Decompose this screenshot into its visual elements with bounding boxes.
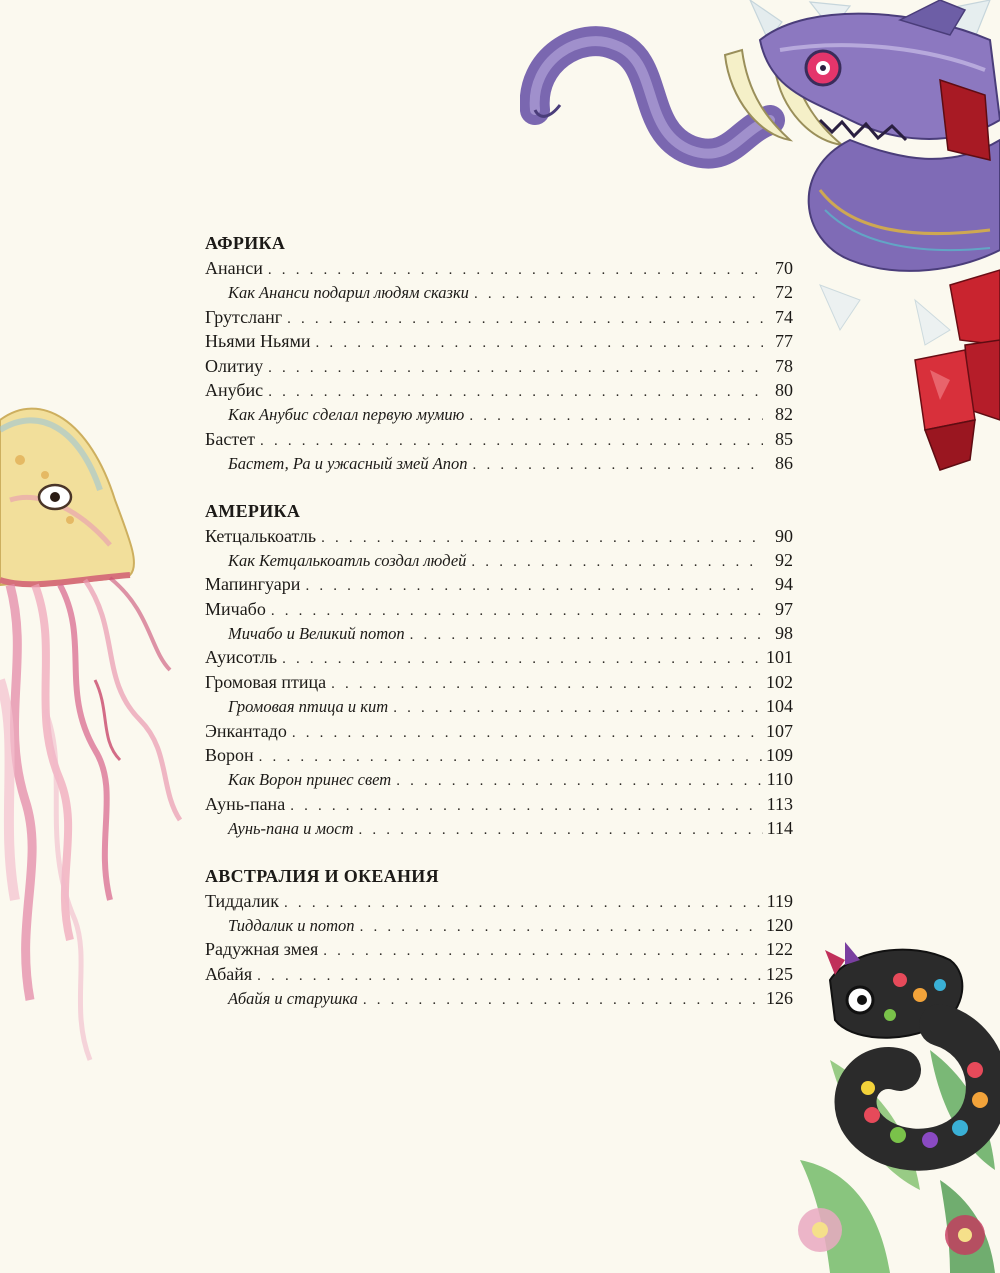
entry-title: Как Кетцалькоатль создал людей — [228, 550, 467, 570]
dot-leader — [323, 939, 762, 963]
toc-sub-entry — [205, 986, 793, 1010]
entry-title: Как Анубис сделал первую мумию — [228, 405, 465, 425]
dot-leader — [284, 891, 763, 915]
page-number: 92 — [775, 549, 793, 570]
page-number: 109 — [766, 745, 793, 766]
page-number: 82 — [775, 404, 793, 425]
toc-entry — [205, 427, 793, 451]
entry-title: Энкантадо — [205, 720, 287, 741]
page-number: 107 — [766, 720, 793, 741]
entry-title: Радужная змея — [205, 939, 319, 960]
dot-leader — [268, 356, 763, 380]
page-number: 97 — [775, 598, 793, 619]
toc-sub-entry — [205, 451, 793, 475]
page-number: 80 — [775, 379, 793, 400]
entry-title: Бастет — [205, 428, 256, 449]
toc-entry — [205, 524, 793, 548]
entry-title: Бастет, Ра и ужасный змей Апоп — [228, 454, 468, 474]
dot-leader — [469, 404, 763, 428]
entry-title: Тиддалик и потоп — [228, 915, 355, 935]
dot-leader — [474, 282, 763, 306]
page-number: 104 — [766, 696, 793, 717]
toc-entry — [205, 962, 793, 986]
dot-leader — [471, 550, 763, 574]
entry-title: Абайя — [205, 963, 253, 984]
entry-title: Как Ананси подарил людям сказки — [228, 283, 469, 303]
page-number: 120 — [766, 914, 793, 935]
entry-title: Ауисотль — [205, 647, 278, 668]
page-number: 126 — [766, 988, 793, 1009]
toc-entry — [205, 937, 793, 961]
table-of-contents — [205, 230, 793, 1033]
entry-title: Олитиу — [205, 355, 264, 376]
dot-leader — [292, 721, 762, 745]
page-number: 125 — [766, 963, 793, 984]
dot-leader — [410, 623, 763, 647]
entry-title: Громовая птица — [205, 671, 327, 692]
page-number: 114 — [766, 818, 793, 839]
toc-sub-entry — [205, 767, 793, 791]
toc-entry — [205, 889, 793, 913]
page-number: 110 — [766, 769, 793, 790]
dot-leader — [305, 574, 763, 598]
dot-leader — [359, 818, 763, 842]
entry-title: Аунь-пана и мост — [228, 819, 354, 839]
dot-leader — [268, 380, 763, 404]
chameleon-icon — [798, 942, 995, 1273]
toc-entry — [205, 256, 793, 280]
page-number: 102 — [766, 671, 793, 692]
dot-leader — [268, 258, 763, 282]
toc-section — [205, 498, 793, 841]
section-heading: АМЕРИКА — [205, 500, 301, 521]
page-number: 122 — [766, 939, 793, 960]
toc-section — [205, 863, 793, 1011]
dot-leader — [331, 672, 762, 696]
toc-entry — [205, 792, 793, 816]
toc-sub-entry — [205, 402, 793, 426]
dot-leader — [259, 745, 762, 769]
toc-sub-entry — [205, 816, 793, 840]
entry-title: Ньями Ньями — [205, 331, 311, 352]
toc-entry — [205, 354, 793, 378]
page-number: 70 — [775, 258, 793, 278]
toc-entry — [205, 329, 793, 353]
entry-title: Как Ворон принес свет — [228, 770, 392, 790]
entry-title: Тиддалик — [205, 890, 280, 911]
entry-title: Анубис — [205, 379, 264, 400]
page-number: 72 — [775, 282, 793, 303]
dot-leader — [260, 429, 763, 453]
page-number: 94 — [775, 574, 793, 595]
entry-title: Грутсланг — [205, 306, 283, 327]
toc-sub-entry — [205, 621, 793, 645]
toc-entry — [205, 670, 793, 694]
dot-leader — [316, 331, 763, 355]
entry-title: Ворон — [205, 745, 254, 766]
page-number: 98 — [775, 623, 793, 644]
page-number: 119 — [766, 890, 793, 911]
dot-leader — [360, 915, 762, 939]
entry-title: Абайя и старушка — [228, 989, 358, 1009]
dot-leader — [290, 794, 762, 818]
page-number: 78 — [775, 355, 793, 376]
entry-title: Мичабо — [205, 598, 266, 619]
dot-leader — [393, 696, 762, 720]
section-heading: АВСТРАЛИЯ И ОКЕАНИЯ — [205, 865, 439, 886]
entry-title: Ананси — [205, 258, 263, 278]
entry-title: Мапингуари — [205, 574, 301, 595]
toc-sub-entry — [205, 694, 793, 718]
dot-leader — [396, 769, 762, 793]
entry-title: Аунь-пана — [205, 793, 286, 814]
jellyfish-illustration — [0, 380, 200, 1080]
page-number: 85 — [775, 428, 793, 449]
toc-sub-entry — [205, 548, 793, 572]
toc-entry — [205, 305, 793, 329]
entry-title: Громовая птица и кит — [228, 697, 389, 717]
dot-leader — [271, 599, 763, 623]
jellyfish-icon — [0, 409, 180, 1060]
toc-entry — [205, 719, 793, 743]
toc-sub-entry — [205, 913, 793, 937]
dot-leader — [363, 988, 762, 1012]
chameleon-illustration — [790, 930, 1000, 1273]
toc-entry — [205, 597, 793, 621]
page-number: 86 — [775, 453, 793, 474]
section-heading: АФРИКА — [205, 233, 286, 253]
page-number: 101 — [766, 647, 793, 668]
toc-entry — [205, 743, 793, 767]
toc-sub-entry — [205, 280, 793, 304]
page-number: 113 — [766, 793, 793, 814]
entry-title: Мичабо и Великий потоп — [228, 624, 405, 644]
dot-leader — [287, 307, 763, 331]
dot-leader — [321, 526, 763, 550]
page-number: 90 — [775, 525, 793, 546]
toc-entry — [205, 378, 793, 402]
entry-title: Кетцалькоатль — [205, 525, 317, 546]
toc-entry — [205, 572, 793, 596]
toc-section — [205, 230, 793, 476]
toc-entry — [205, 645, 793, 669]
dot-leader — [282, 647, 762, 671]
page-number: 74 — [775, 306, 793, 327]
dot-leader — [257, 964, 762, 988]
dot-leader — [473, 453, 763, 477]
page-number: 77 — [775, 331, 793, 352]
